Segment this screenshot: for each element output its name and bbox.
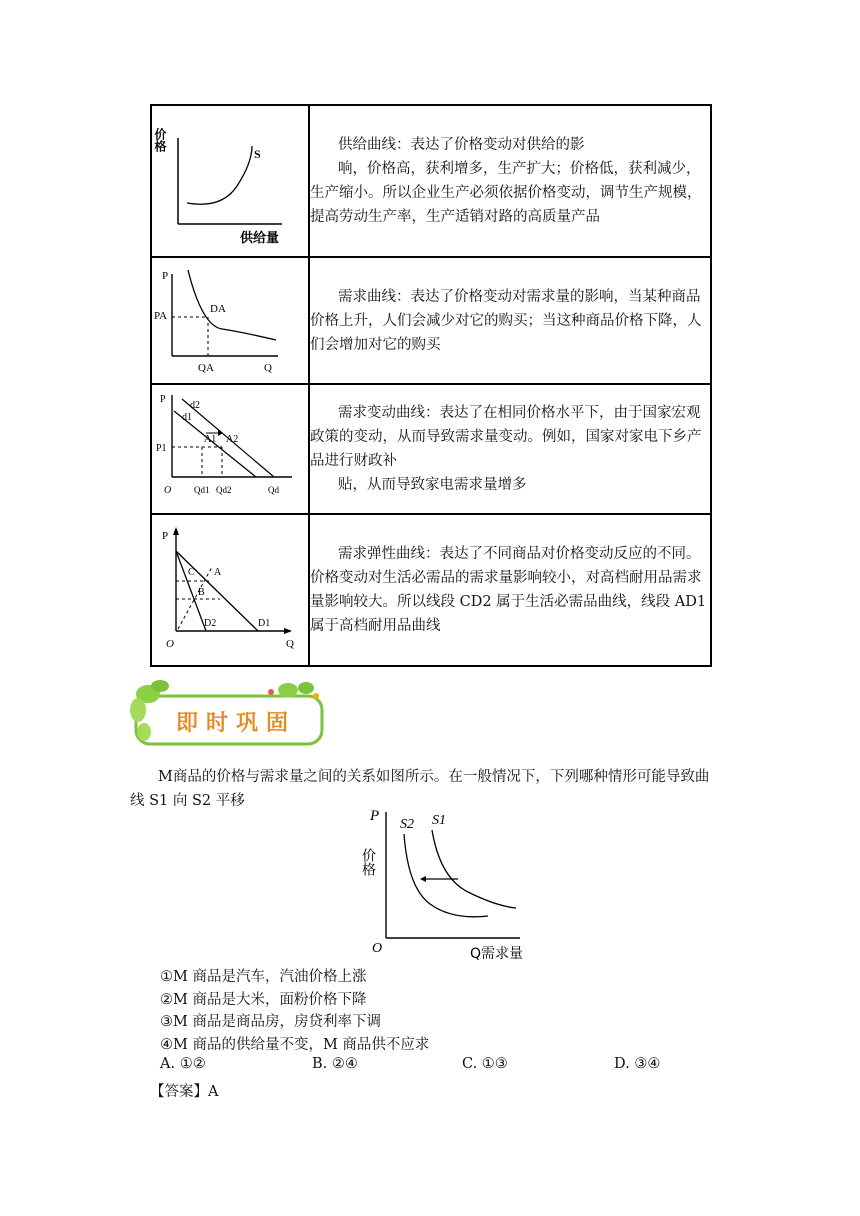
paragraph: 供给曲线：表达了价格变动对供给的影 [338,137,585,153]
y-axis-label: 价格 [153,128,167,152]
demand-shift-chart [152,385,308,509]
x-axis-label: Q [264,362,272,374]
question-stem: M商品的价格与需求量之间的关系如图所示。在一般情况下，下列哪种情形可能导致曲线 S1 向 S2 平移 [130,769,710,809]
paragraph: 需求弹性曲线：表达了不同商品对价格变动反应的不同。价格变动对生活必需品的需求量影响较小，对高档耐用品需求量影响较大。所以线段 CD2 属于生活必需品曲线，线段 AD1 属于高档耐用品曲线 [310,546,707,634]
shift-chart [360,806,540,966]
curve-s1 [432,830,516,908]
y-axis-label: P [162,530,169,542]
x-axis-arrow-icon [284,628,292,634]
supply-curve-line [187,146,252,204]
demand-curve-figure [151,257,309,384]
point-label: DA [210,303,226,315]
question-figure [360,806,540,966]
x-axis-label: Q [286,638,294,650]
p1-label: P1 [156,443,167,454]
leaf-icon [298,682,314,694]
c-label: C [188,567,195,578]
p-label: P [370,808,380,824]
table-row [151,514,711,666]
list-item: ②M 商品是大米，面粉价格下降 [160,991,367,1008]
d1-label: d1 [182,412,192,423]
berry-icon [268,689,274,695]
supply-curve-figure [151,105,309,257]
banner-graphic [128,680,324,748]
table-row [151,105,711,257]
banner-title: 即时巩固 [176,711,297,736]
b-label: B [198,587,205,598]
qd1-label: Qd1 [194,485,210,495]
berry-icon [313,693,319,699]
paragraph: 需求变动曲线：表达了在相同价格水平下，由于国家宏观政策的变动，从而导致需求量变动。例如，国家对家电下乡产品进行财政补 [310,405,702,469]
option-b[interactable]: B. ②④ [312,1056,358,1072]
supply-curve-chart [152,106,308,252]
elasticity-chart [152,515,308,661]
x-axis-label: 供给量 [240,230,280,245]
price-label: PA [154,310,168,322]
supply-curve-text [309,105,711,257]
table-row [151,384,711,514]
paragraph: 贴，从而导致家电需求量增多 [338,477,527,493]
elasticity-text [309,514,711,666]
a2-label: A2 [226,434,239,445]
statement-list [160,966,429,1056]
list-item: ③M 商品是商品房，房贷利率下调 [160,1014,381,1030]
qd-label: Qd [268,485,279,495]
qd2-label: Qd2 [216,485,232,495]
section-banner [128,680,324,748]
origin-label: O [164,485,172,496]
a1-label: A1 [204,434,217,445]
y-axis-label: P [162,270,169,282]
a-label: A [214,567,222,578]
curves-table [150,104,712,667]
x-axis-label: Q需求量 [470,946,524,962]
line-ad1 [176,551,258,631]
arrow-left-icon [420,876,426,882]
option-c[interactable]: C. ①③ [462,1056,508,1072]
table-row [151,257,711,384]
paragraph: 需求曲线：表达了价格变动对需求量的影响，当某种商品价格上升，人们会减少对它的购买；当这种商品价格下降，人们会增加对它的购买 [310,288,702,353]
y-axis-label: 价格 [360,848,376,876]
leaf-icon [130,698,146,722]
s2-label: S2 [400,817,414,832]
origin-label: O [166,638,174,650]
d1-label: D1 [258,618,271,629]
s1-label: S1 [432,813,446,828]
curve-label: S [254,147,261,161]
demand-curve-line [188,270,276,340]
origin-label: O [372,941,383,956]
leaf-icon [151,680,169,692]
curve-s2 [404,834,488,917]
y-axis-arrow-icon [173,527,179,535]
answer-options [160,1056,700,1078]
quantity-label: QA [198,362,214,374]
option-a[interactable]: A. ①② [160,1056,206,1072]
elasticity-figure [151,514,309,666]
list-item: ①M 商品是汽车，汽油价格上涨 [160,969,367,985]
demand-shift-text [309,384,711,514]
list-item: ④M 商品的供给量不变，M 商品供不应求 [160,1036,430,1053]
leaf-icon [278,683,298,697]
option-d[interactable]: D. ③④ [614,1056,661,1072]
demand-shift-figure [151,384,309,514]
answer-text: 【答案】A [150,1084,219,1100]
paragraph: 响，价格高，获利增多，生产扩大；价格低，获利减少，生产缩小。所以企业生产必须依据价格变动，调节生产规模，提高劳动生产率，生产适销对路的高质量产品 [310,161,702,225]
demand-curve-chart [152,258,308,379]
y-axis-label: P [160,394,166,405]
d2-label: d2 [190,400,200,411]
d2-label: D2 [204,618,217,629]
demand-curve-text [309,257,711,384]
leaf-icon [137,723,151,741]
